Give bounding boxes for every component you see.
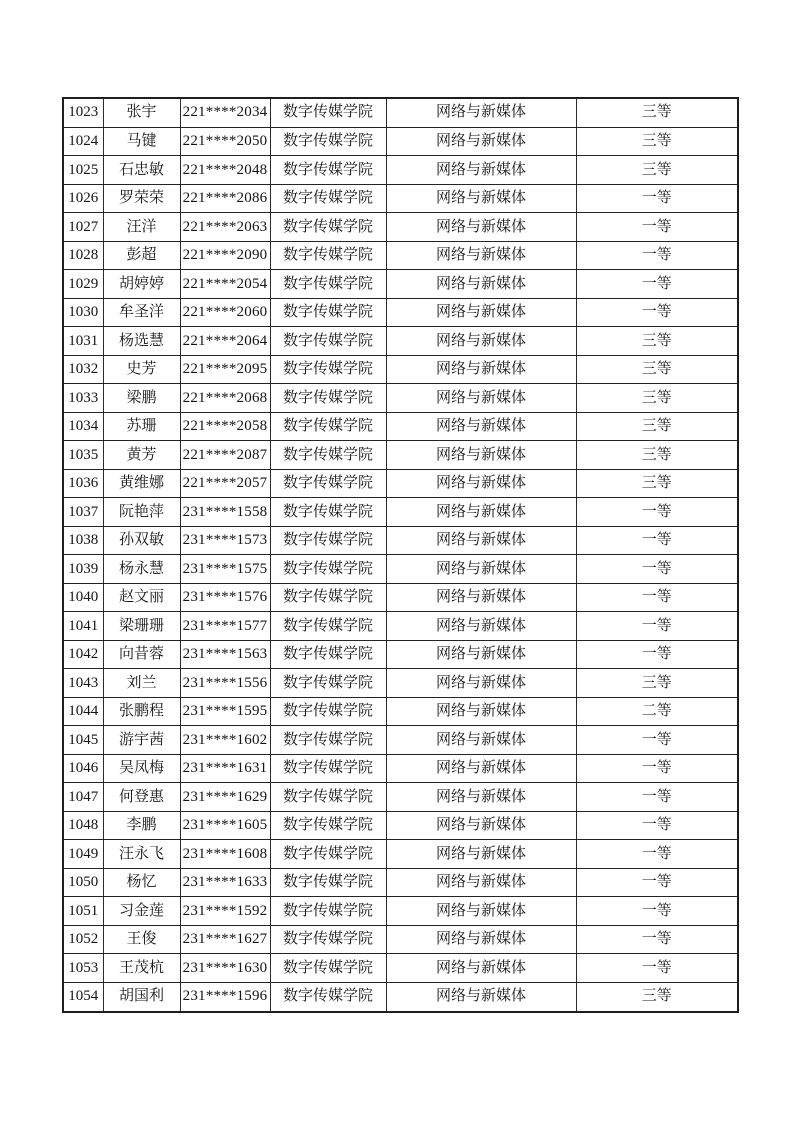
award-table-body xyxy=(63,98,738,1012)
cell-award-level: 一等 xyxy=(576,840,738,869)
cell-serial-number: 1032 xyxy=(63,355,103,384)
cell-serial-number: 1028 xyxy=(63,241,103,270)
cell-student-id: 231****1631 xyxy=(180,754,270,783)
cell-award-level: 一等 xyxy=(576,726,738,755)
cell-student-id: 231****1633 xyxy=(180,868,270,897)
cell-major: 网络与新媒体 xyxy=(386,270,576,299)
cell-serial-number: 1024 xyxy=(63,127,103,156)
cell-college: 数字传媒学院 xyxy=(270,298,386,327)
cell-serial-number: 1050 xyxy=(63,868,103,897)
table-row xyxy=(63,213,738,242)
cell-major: 网络与新媒体 xyxy=(386,612,576,641)
cell-major: 网络与新媒体 xyxy=(386,697,576,726)
cell-major: 网络与新媒体 xyxy=(386,868,576,897)
cell-student-id: 231****1602 xyxy=(180,726,270,755)
cell-student-name: 游宇茜 xyxy=(103,726,180,755)
cell-student-name: 杨永慧 xyxy=(103,555,180,584)
cell-student-name: 梁珊珊 xyxy=(103,612,180,641)
cell-serial-number: 1047 xyxy=(63,783,103,812)
cell-serial-number: 1043 xyxy=(63,669,103,698)
cell-major: 网络与新媒体 xyxy=(386,441,576,470)
cell-serial-number: 1038 xyxy=(63,526,103,555)
cell-serial-number: 1036 xyxy=(63,469,103,498)
table-row xyxy=(63,526,738,555)
table-row xyxy=(63,241,738,270)
cell-major: 网络与新媒体 xyxy=(386,811,576,840)
cell-student-name: 阮艳萍 xyxy=(103,498,180,527)
cell-serial-number: 1037 xyxy=(63,498,103,527)
table-row xyxy=(63,583,738,612)
cell-student-id: 231****1595 xyxy=(180,697,270,726)
cell-student-name: 黄芳 xyxy=(103,441,180,470)
cell-award-level: 一等 xyxy=(576,783,738,812)
cell-student-name: 史芳 xyxy=(103,355,180,384)
cell-student-id: 221****2054 xyxy=(180,270,270,299)
cell-award-level: 三等 xyxy=(576,384,738,413)
table-row xyxy=(63,811,738,840)
cell-student-id: 231****1630 xyxy=(180,954,270,983)
cell-major: 网络与新媒体 xyxy=(386,156,576,185)
cell-serial-number: 1054 xyxy=(63,982,103,1012)
cell-student-id: 231****1558 xyxy=(180,498,270,527)
cell-college: 数字传媒学院 xyxy=(270,726,386,755)
table-row xyxy=(63,156,738,185)
table-row xyxy=(63,498,738,527)
cell-serial-number: 1053 xyxy=(63,954,103,983)
cell-college: 数字传媒学院 xyxy=(270,783,386,812)
cell-college: 数字传媒学院 xyxy=(270,127,386,156)
table-row xyxy=(63,726,738,755)
cell-major: 网络与新媒体 xyxy=(386,98,576,127)
cell-major: 网络与新媒体 xyxy=(386,241,576,270)
table-row xyxy=(63,783,738,812)
cell-student-id: 221****2068 xyxy=(180,384,270,413)
cell-award-level: 一等 xyxy=(576,498,738,527)
cell-major: 网络与新媒体 xyxy=(386,355,576,384)
cell-college: 数字传媒学院 xyxy=(270,98,386,127)
cell-major: 网络与新媒体 xyxy=(386,754,576,783)
cell-serial-number: 1025 xyxy=(63,156,103,185)
cell-award-level: 三等 xyxy=(576,127,738,156)
cell-major: 网络与新媒体 xyxy=(386,669,576,698)
cell-student-name: 汪洋 xyxy=(103,213,180,242)
table-row xyxy=(63,327,738,356)
cell-student-id: 221****2050 xyxy=(180,127,270,156)
cell-award-level: 一等 xyxy=(576,583,738,612)
cell-major: 网络与新媒体 xyxy=(386,897,576,926)
cell-student-id: 231****1592 xyxy=(180,897,270,926)
cell-award-level: 一等 xyxy=(576,954,738,983)
cell-student-id: 221****2086 xyxy=(180,184,270,213)
cell-serial-number: 1048 xyxy=(63,811,103,840)
cell-major: 网络与新媒体 xyxy=(386,982,576,1012)
cell-student-name: 孙双敏 xyxy=(103,526,180,555)
cell-serial-number: 1034 xyxy=(63,412,103,441)
table-row xyxy=(63,612,738,641)
cell-major: 网络与新媒体 xyxy=(386,384,576,413)
table-row xyxy=(63,555,738,584)
cell-college: 数字传媒学院 xyxy=(270,469,386,498)
cell-award-level: 三等 xyxy=(576,327,738,356)
cell-student-id: 231****1576 xyxy=(180,583,270,612)
cell-student-id: 221****2090 xyxy=(180,241,270,270)
cell-award-level: 三等 xyxy=(576,469,738,498)
cell-student-id: 231****1563 xyxy=(180,640,270,669)
cell-college: 数字传媒学院 xyxy=(270,697,386,726)
cell-serial-number: 1044 xyxy=(63,697,103,726)
cell-student-name: 罗荣荣 xyxy=(103,184,180,213)
cell-college: 数字传媒学院 xyxy=(270,640,386,669)
cell-college: 数字传媒学院 xyxy=(270,583,386,612)
cell-college: 数字传媒学院 xyxy=(270,811,386,840)
cell-major: 网络与新媒体 xyxy=(386,469,576,498)
cell-serial-number: 1033 xyxy=(63,384,103,413)
cell-student-name: 胡婷婷 xyxy=(103,270,180,299)
cell-student-name: 马键 xyxy=(103,127,180,156)
cell-student-id: 231****1573 xyxy=(180,526,270,555)
cell-student-name: 胡国利 xyxy=(103,982,180,1012)
cell-major: 网络与新媒体 xyxy=(386,327,576,356)
award-list-table xyxy=(62,97,739,1013)
cell-student-id: 221****2063 xyxy=(180,213,270,242)
table-row xyxy=(63,697,738,726)
cell-award-level: 一等 xyxy=(576,612,738,641)
cell-student-id: 231****1575 xyxy=(180,555,270,584)
cell-student-name: 刘兰 xyxy=(103,669,180,698)
table-row xyxy=(63,925,738,954)
cell-student-id: 231****1627 xyxy=(180,925,270,954)
cell-award-level: 三等 xyxy=(576,98,738,127)
cell-student-id: 221****2087 xyxy=(180,441,270,470)
cell-major: 网络与新媒体 xyxy=(386,583,576,612)
table-row xyxy=(63,412,738,441)
cell-student-id: 231****1577 xyxy=(180,612,270,641)
table-row xyxy=(63,840,738,869)
cell-award-level: 三等 xyxy=(576,669,738,698)
cell-student-id: 231****1629 xyxy=(180,783,270,812)
cell-student-name: 牟圣洋 xyxy=(103,298,180,327)
cell-major: 网络与新媒体 xyxy=(386,840,576,869)
cell-student-id: 221****2095 xyxy=(180,355,270,384)
cell-major: 网络与新媒体 xyxy=(386,726,576,755)
cell-college: 数字传媒学院 xyxy=(270,982,386,1012)
table-row xyxy=(63,184,738,213)
cell-serial-number: 1052 xyxy=(63,925,103,954)
cell-award-level: 一等 xyxy=(576,184,738,213)
cell-major: 网络与新媒体 xyxy=(386,213,576,242)
cell-award-level: 三等 xyxy=(576,355,738,384)
cell-student-name: 黄维娜 xyxy=(103,469,180,498)
cell-major: 网络与新媒体 xyxy=(386,954,576,983)
cell-student-name: 王茂杭 xyxy=(103,954,180,983)
cell-award-level: 一等 xyxy=(576,213,738,242)
cell-award-level: 一等 xyxy=(576,925,738,954)
table-row xyxy=(63,982,738,1012)
table-row xyxy=(63,469,738,498)
table-row xyxy=(63,669,738,698)
cell-major: 网络与新媒体 xyxy=(386,555,576,584)
cell-college: 数字传媒学院 xyxy=(270,897,386,926)
cell-award-level: 三等 xyxy=(576,156,738,185)
table-row xyxy=(63,954,738,983)
cell-student-id: 231****1556 xyxy=(180,669,270,698)
cell-serial-number: 1031 xyxy=(63,327,103,356)
cell-serial-number: 1027 xyxy=(63,213,103,242)
cell-college: 数字传媒学院 xyxy=(270,669,386,698)
cell-college: 数字传媒学院 xyxy=(270,612,386,641)
cell-student-id: 221****2057 xyxy=(180,469,270,498)
table-row xyxy=(63,754,738,783)
cell-award-level: 一等 xyxy=(576,555,738,584)
cell-college: 数字传媒学院 xyxy=(270,270,386,299)
cell-award-level: 一等 xyxy=(576,270,738,299)
cell-award-level: 一等 xyxy=(576,298,738,327)
cell-college: 数字传媒学院 xyxy=(270,156,386,185)
cell-student-name: 苏珊 xyxy=(103,412,180,441)
cell-student-name: 张鹏程 xyxy=(103,697,180,726)
cell-major: 网络与新媒体 xyxy=(386,640,576,669)
cell-student-name: 张宇 xyxy=(103,98,180,127)
cell-major: 网络与新媒体 xyxy=(386,184,576,213)
table-row xyxy=(63,98,738,127)
cell-award-level: 一等 xyxy=(576,811,738,840)
cell-college: 数字传媒学院 xyxy=(270,384,386,413)
cell-college: 数字传媒学院 xyxy=(270,355,386,384)
cell-college: 数字传媒学院 xyxy=(270,526,386,555)
cell-serial-number: 1046 xyxy=(63,754,103,783)
cell-major: 网络与新媒体 xyxy=(386,925,576,954)
cell-college: 数字传媒学院 xyxy=(270,184,386,213)
cell-student-name: 石忠敏 xyxy=(103,156,180,185)
cell-college: 数字传媒学院 xyxy=(270,954,386,983)
cell-college: 数字传媒学院 xyxy=(270,412,386,441)
cell-serial-number: 1023 xyxy=(63,98,103,127)
cell-major: 网络与新媒体 xyxy=(386,498,576,527)
table-row xyxy=(63,441,738,470)
cell-student-name: 彭超 xyxy=(103,241,180,270)
cell-student-id: 231****1605 xyxy=(180,811,270,840)
cell-serial-number: 1041 xyxy=(63,612,103,641)
cell-serial-number: 1042 xyxy=(63,640,103,669)
cell-serial-number: 1040 xyxy=(63,583,103,612)
cell-major: 网络与新媒体 xyxy=(386,783,576,812)
cell-student-name: 汪永飞 xyxy=(103,840,180,869)
cell-college: 数字传媒学院 xyxy=(270,754,386,783)
cell-student-name: 赵文丽 xyxy=(103,583,180,612)
table-row xyxy=(63,270,738,299)
cell-serial-number: 1051 xyxy=(63,897,103,926)
cell-student-name: 李鹏 xyxy=(103,811,180,840)
cell-award-level: 一等 xyxy=(576,640,738,669)
cell-student-name: 何登惠 xyxy=(103,783,180,812)
cell-award-level: 一等 xyxy=(576,241,738,270)
table-row xyxy=(63,640,738,669)
cell-college: 数字传媒学院 xyxy=(270,498,386,527)
cell-student-name: 杨忆 xyxy=(103,868,180,897)
cell-serial-number: 1045 xyxy=(63,726,103,755)
cell-student-id: 221****2048 xyxy=(180,156,270,185)
cell-award-level: 一等 xyxy=(576,868,738,897)
cell-serial-number: 1039 xyxy=(63,555,103,584)
cell-major: 网络与新媒体 xyxy=(386,412,576,441)
table-row xyxy=(63,897,738,926)
cell-award-level: 三等 xyxy=(576,982,738,1012)
cell-award-level: 三等 xyxy=(576,412,738,441)
cell-student-id: 231****1596 xyxy=(180,982,270,1012)
cell-student-id: 221****2058 xyxy=(180,412,270,441)
cell-student-name: 梁鹏 xyxy=(103,384,180,413)
cell-student-name: 杨选慧 xyxy=(103,327,180,356)
cell-college: 数字传媒学院 xyxy=(270,840,386,869)
cell-serial-number: 1029 xyxy=(63,270,103,299)
table-row xyxy=(63,868,738,897)
cell-major: 网络与新媒体 xyxy=(386,298,576,327)
cell-college: 数字传媒学院 xyxy=(270,213,386,242)
cell-college: 数字传媒学院 xyxy=(270,441,386,470)
table-row xyxy=(63,298,738,327)
cell-student-id: 221****2034 xyxy=(180,98,270,127)
table-row xyxy=(63,127,738,156)
cell-college: 数字传媒学院 xyxy=(270,241,386,270)
cell-student-name: 习金莲 xyxy=(103,897,180,926)
cell-college: 数字传媒学院 xyxy=(270,868,386,897)
cell-major: 网络与新媒体 xyxy=(386,526,576,555)
cell-student-id: 231****1608 xyxy=(180,840,270,869)
cell-college: 数字传媒学院 xyxy=(270,327,386,356)
cell-student-name: 王俊 xyxy=(103,925,180,954)
cell-college: 数字传媒学院 xyxy=(270,555,386,584)
cell-college: 数字传媒学院 xyxy=(270,925,386,954)
cell-serial-number: 1049 xyxy=(63,840,103,869)
cell-award-level: 一等 xyxy=(576,897,738,926)
table-row xyxy=(63,384,738,413)
table-row xyxy=(63,355,738,384)
cell-serial-number: 1026 xyxy=(63,184,103,213)
cell-award-level: 一等 xyxy=(576,754,738,783)
cell-student-id: 221****2060 xyxy=(180,298,270,327)
cell-student-name: 向昔蓉 xyxy=(103,640,180,669)
cell-serial-number: 1030 xyxy=(63,298,103,327)
cell-major: 网络与新媒体 xyxy=(386,127,576,156)
cell-award-level: 二等 xyxy=(576,697,738,726)
cell-award-level: 一等 xyxy=(576,526,738,555)
cell-serial-number: 1035 xyxy=(63,441,103,470)
cell-award-level: 三等 xyxy=(576,441,738,470)
cell-student-name: 吴凤梅 xyxy=(103,754,180,783)
cell-student-id: 221****2064 xyxy=(180,327,270,356)
